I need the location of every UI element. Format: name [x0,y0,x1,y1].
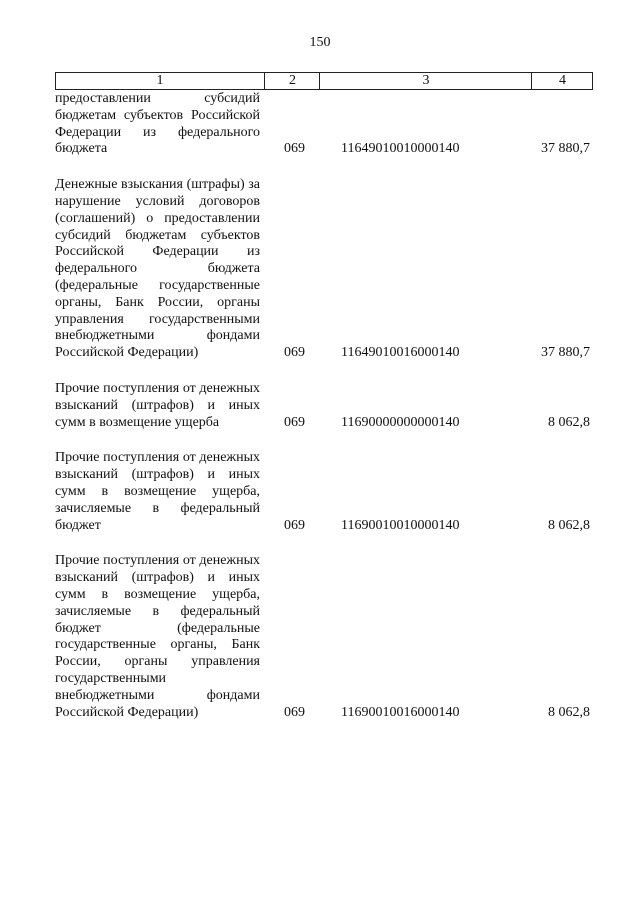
description-line: внебюджетными фондами [55,687,260,703]
description-line: возмещение ущерба [99,414,220,430]
description-line: Российской Федерации из [55,244,260,260]
row-description [55,450,260,534]
row-description [55,177,260,362]
description-line: России, органы управления [55,294,260,327]
description-line: (штрафов) и иных сумм в [55,570,260,602]
description-line: (штрафов) и иных сумм в [55,397,260,430]
description-line: государственными [55,670,167,686]
description-line: зачисляемые в федеральный [55,500,260,516]
row-amount: 37 880,7 [541,141,590,157]
header-col-3: 3 [319,73,532,89]
description-line: Прочие поступления от [55,553,196,569]
description-line: государственные органы, Банк [55,277,260,310]
page-number: 150 [309,35,331,50]
description-line: Российской Федерации) [55,704,199,720]
row-budget-code: 11690010010000140 [341,517,460,533]
row-budget-code: 11649010016000140 [341,345,460,361]
row-budget-code: 11649010010000140 [341,141,460,157]
description-line: денежных взысканий [55,553,260,586]
row-description [55,381,260,431]
description-line: федерального бюджета [55,124,261,157]
description-line: (штрафов) и иных сумм в [55,467,260,499]
description-line: бюджетам субъектов [55,107,184,123]
row-amount: 37 880,7 [541,345,590,361]
description-line: федерального бюджета [55,261,260,277]
description-line: (соглашений) о [55,210,154,226]
description-line: бюджет [55,517,101,533]
description-line: условий договоров [135,193,260,209]
row-description [55,553,260,721]
description-line: предоставлении субсидий [55,210,260,243]
description-line: зачисляемые в федеральный [55,603,260,619]
description-line: Российской Федерации из [55,107,261,140]
table-header [55,72,593,90]
description-line: Денежные взыскания [55,177,183,193]
table-body [55,91,593,721]
description-line: денежных взысканий [55,450,260,483]
table-row [55,91,593,158]
table-row [55,553,593,721]
row-budget-code: 11690010016000140 [341,704,460,720]
row-admin-code: 069 [284,414,305,430]
description-line: (федеральные [55,277,138,293]
row-amount: 8 062,8 [548,704,590,720]
description-line: Прочие поступления от [55,380,196,396]
header-col-4: 4 [531,73,593,89]
row-admin-code: 069 [284,345,305,361]
row-description [55,91,260,158]
description-line: государственные органы, Банк [55,637,260,653]
description-line: Прочие поступления от [55,450,196,466]
description-line: бюджет (федеральные [55,620,260,636]
row-admin-code: 069 [284,141,305,157]
row-amount: 8 062,8 [548,517,590,533]
table-row [55,381,593,431]
description-line: (штрафы) за нарушение [55,177,260,209]
table-row [55,450,593,534]
description-line: возмещение ущерба, [124,483,260,499]
row-budget-code: 11690000000000140 [341,414,460,430]
description-line: бюджетам субъектов [125,227,261,243]
description-line: возмещение ущерба, [124,586,260,602]
description-line: России, органы управления [55,654,260,670]
description-line: внебюджетными фондами [55,328,260,344]
header-col-1: 1 [156,73,164,88]
row-admin-code: 069 [284,517,305,533]
table-row [55,177,593,362]
row-admin-code: 069 [284,704,305,720]
description-line: Российской Федерации) [55,345,199,361]
row-amount: 8 062,8 [548,414,590,430]
header-col-2: 2 [264,73,320,89]
description-line: денежных взысканий [55,380,260,413]
description-line: предоставлении субсидий [55,91,260,106]
description-line: государственными [148,311,260,327]
